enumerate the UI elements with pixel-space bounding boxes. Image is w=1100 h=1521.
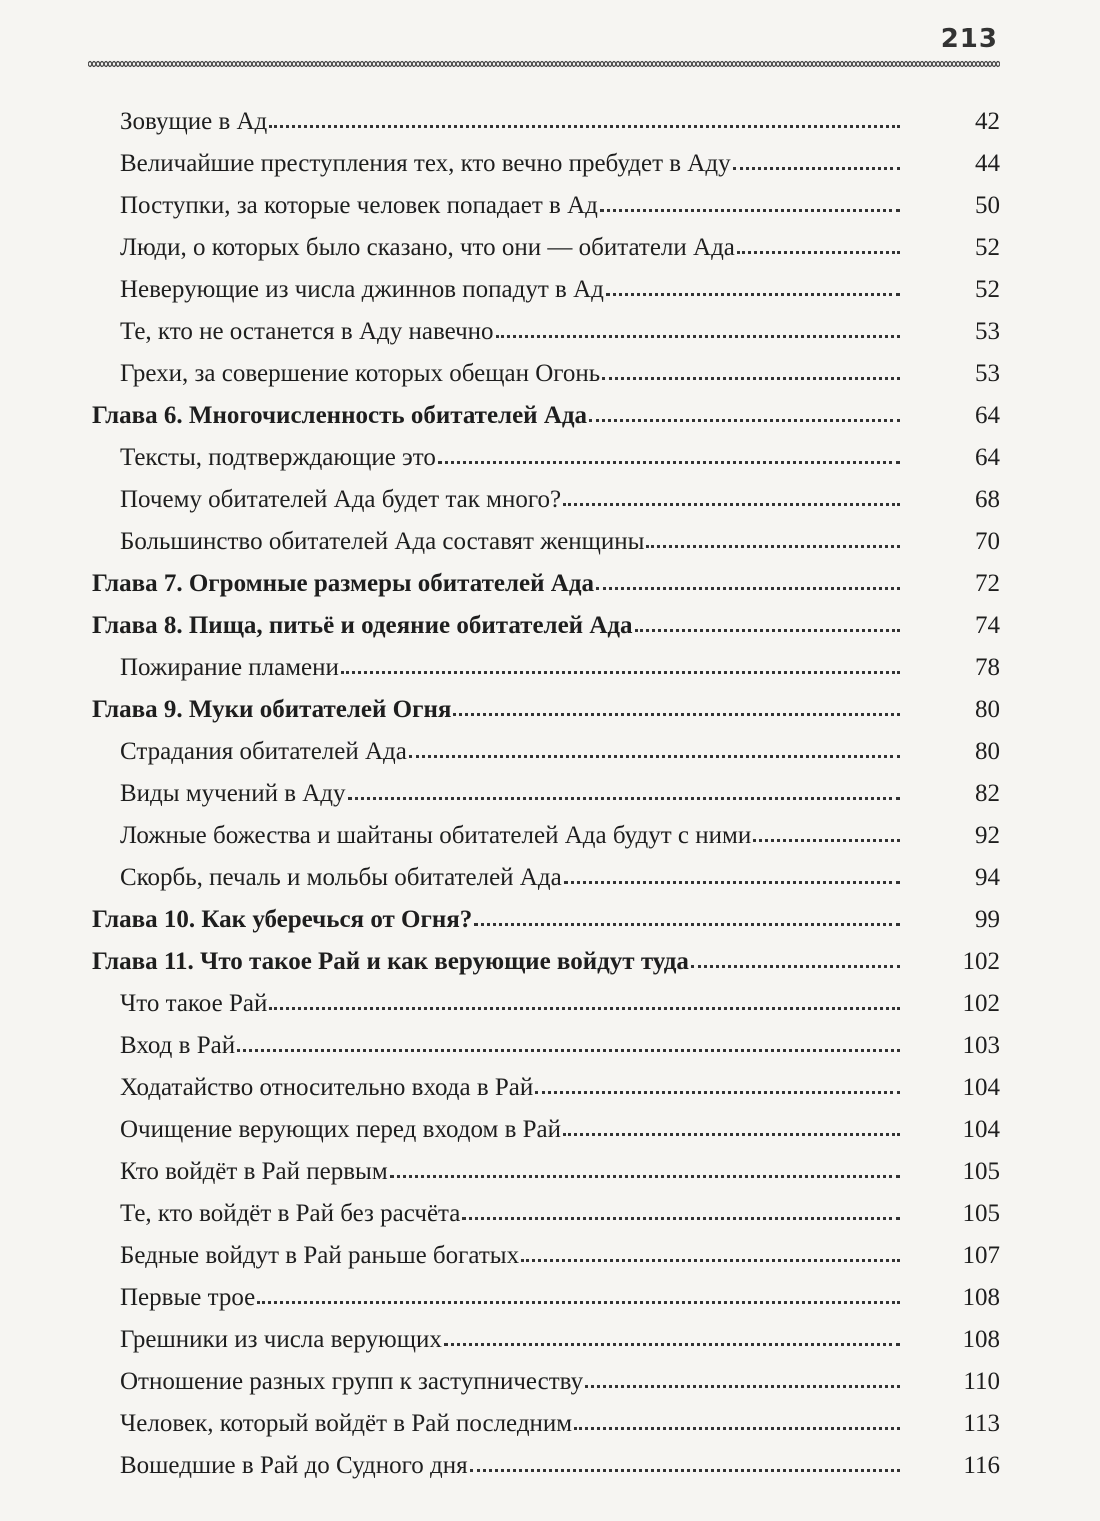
toc-entry-page: 113 xyxy=(963,1410,1000,1437)
toc-dot-leader xyxy=(733,167,900,170)
toc-entry-title: Глава 8. Пища, питьё и одеяние обитателей Ада xyxy=(92,612,633,639)
toc-dot-leader xyxy=(257,1301,900,1304)
toc-entry-page: 110 xyxy=(963,1368,1000,1395)
toc-entry-page: 99 xyxy=(975,906,1000,933)
toc-entry-title: Глава 6. Многочисленность обитателей Ада xyxy=(92,402,588,429)
toc-dot-leader xyxy=(444,1343,900,1346)
toc-entry xyxy=(120,1284,900,1312)
header-ornament-rule xyxy=(88,58,1000,70)
toc-entry-page: 42 xyxy=(975,108,1000,135)
toc-entry-row xyxy=(0,1368,1100,1408)
toc-dot-leader xyxy=(564,881,900,884)
toc-entry xyxy=(92,906,900,934)
toc-entry-title: Человек, который войдёт в Рай последним xyxy=(120,1410,573,1437)
toc-entry-row xyxy=(0,486,1100,526)
toc-entry-row xyxy=(0,444,1100,484)
toc-entry-title: Вошедшие в Рай до Судного дня xyxy=(120,1452,468,1479)
toc-dot-leader xyxy=(589,419,900,422)
toc-dot-leader xyxy=(691,965,900,968)
toc-entry-row xyxy=(0,822,1100,862)
toc-entry-title: Величайшие преступления тех, кто вечно пребудет в Аду xyxy=(120,150,731,177)
toc-dot-leader xyxy=(646,545,900,548)
toc-entry-row xyxy=(0,1410,1100,1450)
toc-entry-page: 80 xyxy=(975,738,1000,765)
toc-entry-row xyxy=(0,234,1100,274)
toc-entry xyxy=(120,444,900,472)
toc-entry-page: 68 xyxy=(975,486,1000,513)
toc-entry xyxy=(120,822,900,850)
toc-entry xyxy=(120,864,900,892)
toc-entry-title: Вход в Рай xyxy=(120,1032,236,1059)
toc-entry xyxy=(120,780,900,808)
toc-dot-leader xyxy=(453,713,900,716)
toc-dot-leader xyxy=(563,1133,900,1136)
toc-entry-row xyxy=(0,360,1100,400)
toc-entry-page: 104 xyxy=(962,1116,1000,1143)
toc-entry-page: 53 xyxy=(975,360,1000,387)
toc-entry-title: Грехи, за совершение которых обещан Огонь xyxy=(120,360,601,387)
toc-dot-leader xyxy=(409,755,900,758)
toc-dot-leader xyxy=(753,839,900,842)
toc-entry-page: 78 xyxy=(975,654,1000,681)
toc-entry xyxy=(120,1410,900,1438)
toc-chapter-row xyxy=(0,570,1100,610)
toc-entry xyxy=(120,990,900,1018)
toc-entry-title: Те, кто войдёт в Рай без расчёта xyxy=(120,1200,461,1227)
toc-dot-leader xyxy=(269,1007,900,1010)
toc-dot-leader xyxy=(348,797,900,800)
toc-entry-title: Отношение разных групп к заступничеству xyxy=(120,1368,584,1395)
toc-entry xyxy=(92,948,900,976)
toc-entry xyxy=(120,234,900,262)
toc-entry-title: Бедные войдут в Рай раньше богатых xyxy=(120,1242,520,1269)
toc-entry-title: Неверующие из числа джиннов попадут в Ад xyxy=(120,276,604,303)
toc-entry-row xyxy=(0,780,1100,820)
toc-entry-row xyxy=(0,528,1100,568)
toc-dot-leader xyxy=(602,377,900,380)
toc-chapter-row xyxy=(0,948,1100,988)
page-number: 213 xyxy=(940,24,998,54)
toc-entry-title: Первые трое xyxy=(120,1284,256,1311)
toc-entry-title: Поступки, за которые человек попадает в Ад xyxy=(120,192,598,219)
toc-entry-title: Тексты, подтверждающие это xyxy=(120,444,436,471)
toc-dot-leader xyxy=(635,629,900,632)
toc-entry-title: Ложные божества и шайтаны обитателей Ада будут с ними xyxy=(120,822,752,849)
toc-entry xyxy=(120,318,900,346)
toc-chapter-row xyxy=(0,402,1100,442)
toc-entry xyxy=(120,276,900,304)
toc-entry xyxy=(92,570,900,598)
toc-entry-title: Глава 9. Муки обитателей Огня xyxy=(92,696,452,723)
toc-entry-row xyxy=(0,1452,1100,1492)
toc-entry-page: 92 xyxy=(975,822,1000,849)
toc-entry xyxy=(120,654,900,682)
toc-entry-row xyxy=(0,318,1100,358)
toc-dot-leader xyxy=(737,251,900,254)
toc-entry-row xyxy=(0,738,1100,778)
toc-chapter-row xyxy=(0,696,1100,736)
toc-entry-title: Большинство обитателей Ада составят женщины xyxy=(120,528,645,555)
toc-entry-title: Зовущие в Ад xyxy=(120,108,268,135)
toc-entry-title: Скорбь, печаль и мольбы обитателей Ада xyxy=(120,864,562,891)
toc-chapter-row xyxy=(0,906,1100,946)
toc-dot-leader xyxy=(535,1091,900,1094)
toc-entry-title: Виды мучений в Аду xyxy=(120,780,346,807)
toc-entry-row xyxy=(0,1032,1100,1072)
toc-dot-leader xyxy=(600,209,900,212)
toc-dot-leader xyxy=(496,335,900,338)
toc-entry-title: Глава 10. Как уберечься от Огня? xyxy=(92,906,473,933)
toc-entry-row xyxy=(0,1284,1100,1324)
toc-entry-page: 108 xyxy=(962,1284,1000,1311)
toc-dot-leader xyxy=(341,671,900,674)
toc-entry-row xyxy=(0,1200,1100,1240)
toc-chapter-row xyxy=(0,612,1100,652)
toc-entry-row xyxy=(0,1158,1100,1198)
toc-entry-title: Глава 7. Огромные размеры обитателей Ада xyxy=(92,570,594,597)
toc-entry xyxy=(120,1452,900,1480)
toc-entry xyxy=(120,192,900,220)
toc-dot-leader xyxy=(585,1385,900,1388)
toc-entry xyxy=(120,1032,900,1060)
toc-entry-page: 116 xyxy=(963,1452,1000,1479)
toc-entry-page: 94 xyxy=(975,864,1000,891)
toc-entry-title: Что такое Рай xyxy=(120,990,268,1017)
toc-entry xyxy=(120,1368,900,1396)
toc-dot-leader xyxy=(606,293,900,296)
toc-entry xyxy=(120,486,900,514)
toc-entry xyxy=(92,402,900,430)
toc-entry-row xyxy=(0,150,1100,190)
toc-entry xyxy=(120,738,900,766)
toc-entry-page: 72 xyxy=(975,570,1000,597)
toc-entry-row xyxy=(0,1116,1100,1156)
toc-dot-leader xyxy=(390,1175,900,1178)
toc-entry xyxy=(120,360,900,388)
toc-entry-row xyxy=(0,192,1100,232)
toc-entry-title: Кто войдёт в Рай первым xyxy=(120,1158,388,1185)
toc-entry-title: Почему обитателей Ада будет так много? xyxy=(120,486,562,513)
toc-dot-leader xyxy=(269,125,900,128)
toc-dot-leader xyxy=(462,1217,900,1220)
toc-entry xyxy=(92,612,900,640)
toc-entry-title: Пожирание пламени xyxy=(120,654,339,681)
toc-entry-page: 108 xyxy=(962,1326,1000,1353)
toc-entry-row xyxy=(0,654,1100,694)
toc-entry-title: Те, кто не останется в Аду навечно xyxy=(120,318,494,345)
toc-entry xyxy=(120,1200,900,1228)
toc-entry-row xyxy=(0,276,1100,316)
toc-entry-row xyxy=(0,1326,1100,1366)
toc-entry-row xyxy=(0,1074,1100,1114)
toc-entry-page: 103 xyxy=(962,1032,1000,1059)
toc-dot-leader xyxy=(596,587,900,590)
toc-entry xyxy=(120,150,900,178)
toc-entry-page: 44 xyxy=(975,150,1000,177)
toc-entry-page: 107 xyxy=(962,1242,1000,1269)
toc-entry-page: 74 xyxy=(975,612,1000,639)
toc-entry xyxy=(92,696,900,724)
toc-entry-title: Очищение верующих перед входом в Рай xyxy=(120,1116,562,1143)
toc-entry-title: Страдания обитателей Ада xyxy=(120,738,407,765)
toc-entry-page: 64 xyxy=(975,402,1000,429)
toc-entry xyxy=(120,1116,900,1144)
toc-dot-leader xyxy=(470,1469,900,1472)
toc-entry-page: 50 xyxy=(975,192,1000,219)
toc-entry-page: 102 xyxy=(962,990,1000,1017)
toc-dot-leader xyxy=(574,1427,900,1430)
toc-entry-page: 102 xyxy=(962,948,1000,975)
toc-entry xyxy=(120,1074,900,1102)
toc-entry-page: 105 xyxy=(962,1200,1000,1227)
toc-entry-page: 53 xyxy=(975,318,1000,345)
toc-entry-title: Люди, о которых было сказано, что они — обитатели Ада xyxy=(120,234,735,261)
toc-entry xyxy=(120,108,900,136)
toc-entry-title: Ходатайство относительно входа в Рай xyxy=(120,1074,534,1101)
toc-dot-leader xyxy=(521,1259,900,1262)
toc-entry xyxy=(120,1326,900,1354)
toc-entry-row xyxy=(0,990,1100,1030)
toc-entry-title: Грешники из числа верующих xyxy=(120,1326,442,1353)
toc-dot-leader xyxy=(438,461,900,464)
toc-dot-leader xyxy=(237,1049,900,1052)
toc-entry-page: 64 xyxy=(975,444,1000,471)
toc-entry-title: Глава 11. Что такое Рай и как верующие войдут туда xyxy=(92,948,689,975)
toc-entry-page: 52 xyxy=(975,234,1000,261)
toc-entry-page: 80 xyxy=(975,696,1000,723)
toc-dot-leader xyxy=(474,923,900,926)
toc-entry-page: 70 xyxy=(975,528,1000,555)
toc-dot-leader xyxy=(563,503,900,506)
toc-entry-row xyxy=(0,108,1100,148)
toc-entry xyxy=(120,1158,900,1186)
toc-entry xyxy=(120,1242,900,1270)
toc-entry xyxy=(120,528,900,556)
toc-entry-page: 52 xyxy=(975,276,1000,303)
toc-entry-page: 105 xyxy=(962,1158,1000,1185)
toc-entry-page: 82 xyxy=(975,780,1000,807)
toc-entry-row xyxy=(0,1242,1100,1282)
toc-entry-page: 104 xyxy=(962,1074,1000,1101)
toc-entry-row xyxy=(0,864,1100,904)
